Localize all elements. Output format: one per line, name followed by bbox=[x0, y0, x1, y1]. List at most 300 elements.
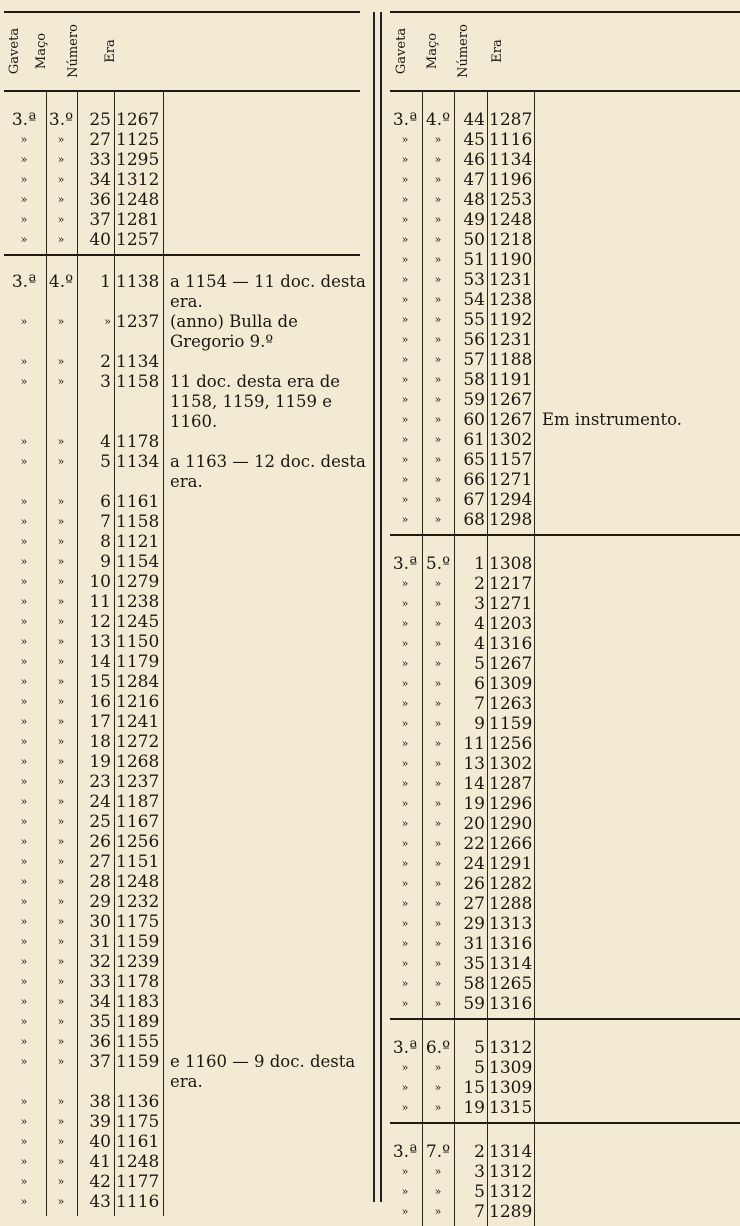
cell-era: 1216 bbox=[116, 692, 160, 712]
cell-era: 1315 bbox=[489, 1098, 533, 1118]
cell-era: 1289 bbox=[489, 1202, 533, 1222]
cell-numero: 35 bbox=[89, 1012, 111, 1032]
cell-era: 1187 bbox=[116, 792, 160, 812]
cell-numero: 11 bbox=[463, 734, 485, 754]
cell-maco: » bbox=[434, 657, 442, 670]
cell-era: 1257 bbox=[116, 230, 160, 250]
cell-era: 1253 bbox=[489, 190, 533, 210]
cell-maco: » bbox=[57, 1195, 65, 1208]
cell-gaveta: » bbox=[401, 817, 409, 830]
cell-numero: 30 bbox=[89, 912, 111, 932]
cell-era: 1296 bbox=[489, 794, 533, 814]
cell-maco: » bbox=[57, 495, 65, 508]
cell-maco: » bbox=[57, 315, 65, 328]
cell-numero: 27 bbox=[89, 130, 111, 150]
cell-gaveta: » bbox=[401, 293, 409, 306]
cell-era: 1239 bbox=[116, 952, 160, 972]
cell-numero: 37 bbox=[89, 1052, 111, 1072]
cell-gaveta: » bbox=[401, 173, 409, 186]
column-line bbox=[534, 91, 535, 1226]
cell-gaveta: » bbox=[401, 877, 409, 890]
cell-maco: » bbox=[57, 193, 65, 206]
cell-gaveta: » bbox=[20, 1155, 28, 1168]
cell-era: 1268 bbox=[116, 752, 160, 772]
cell-gaveta: » bbox=[401, 837, 409, 850]
cell-numero: 40 bbox=[89, 230, 111, 250]
cell-numero: 51 bbox=[463, 250, 485, 270]
header-era: Era bbox=[103, 39, 118, 63]
cell-era: 1116 bbox=[116, 1192, 160, 1212]
cell-numero: 5 bbox=[474, 1182, 485, 1202]
cell-era: 1121 bbox=[116, 532, 160, 552]
cell-gaveta: » bbox=[20, 795, 28, 808]
cell-gaveta: » bbox=[20, 575, 28, 588]
cell-gaveta: » bbox=[20, 1035, 28, 1048]
cell-gaveta: » bbox=[401, 373, 409, 386]
cell-era: 1238 bbox=[489, 290, 533, 310]
cell-gaveta: » bbox=[20, 355, 28, 368]
cell-numero: 25 bbox=[89, 812, 111, 832]
cell-era: 1232 bbox=[116, 892, 160, 912]
cell-gaveta: » bbox=[20, 515, 28, 528]
cell-numero: 13 bbox=[89, 632, 111, 652]
cell-gaveta: » bbox=[401, 213, 409, 226]
cell-numero: 20 bbox=[463, 814, 485, 834]
cell-numero: 26 bbox=[463, 874, 485, 894]
cell-numero: 59 bbox=[463, 390, 485, 410]
cell-era: 1291 bbox=[489, 854, 533, 874]
column-line bbox=[114, 91, 115, 1216]
cell-era: 1161 bbox=[116, 1132, 160, 1152]
cell-maco: » bbox=[434, 353, 442, 366]
cell-numero: 28 bbox=[89, 872, 111, 892]
cell-era: 1190 bbox=[489, 250, 533, 270]
cell-era: 1237 bbox=[116, 772, 160, 792]
cell-numero: 34 bbox=[89, 992, 111, 1012]
cell-maco: » bbox=[57, 515, 65, 528]
cell-gaveta: » bbox=[401, 153, 409, 166]
cell-numero: 4 bbox=[474, 634, 485, 654]
cell-maco: » bbox=[57, 755, 65, 768]
cell-era: 1267 bbox=[116, 110, 160, 130]
cell-maco: » bbox=[57, 795, 65, 808]
cell-maco: » bbox=[57, 213, 65, 226]
cell-maco: » bbox=[57, 1175, 65, 1188]
cell-maco: » bbox=[434, 433, 442, 446]
cell-numero: 2 bbox=[474, 1142, 485, 1162]
cell-maco: » bbox=[57, 233, 65, 246]
cell-era: 1263 bbox=[489, 694, 533, 714]
cell-era: 1167 bbox=[116, 812, 160, 832]
cell-era: 1183 bbox=[116, 992, 160, 1012]
cell-numero: 27 bbox=[463, 894, 485, 914]
cell-maco: » bbox=[434, 213, 442, 226]
cell-gaveta: » bbox=[20, 233, 28, 246]
cell-era: 1312 bbox=[116, 170, 160, 190]
cell-era: 1158 bbox=[116, 372, 160, 392]
cell-gaveta: » bbox=[20, 375, 28, 388]
cell-numero: 34 bbox=[89, 170, 111, 190]
cell-numero: 10 bbox=[89, 572, 111, 592]
group-rule bbox=[4, 254, 360, 256]
cell-era: 1309 bbox=[489, 1058, 533, 1078]
cell-gaveta: » bbox=[20, 855, 28, 868]
column-divider-1 bbox=[373, 12, 375, 1202]
cell-gaveta: » bbox=[401, 1165, 409, 1178]
cell-era: 1267 bbox=[489, 390, 533, 410]
cell-era: 1295 bbox=[116, 150, 160, 170]
cell-maco: » bbox=[57, 173, 65, 186]
cell-gaveta: » bbox=[20, 675, 28, 688]
cell-numero: 59 bbox=[463, 994, 485, 1014]
cell-gaveta: » bbox=[20, 153, 28, 166]
cell-era: 1316 bbox=[489, 934, 533, 954]
cell-gaveta: » bbox=[401, 273, 409, 286]
column-line bbox=[163, 91, 164, 1216]
cell-maco: » bbox=[57, 855, 65, 868]
cell-maco: » bbox=[434, 293, 442, 306]
cell-maco: 5.º bbox=[425, 554, 451, 574]
cell-era: 1245 bbox=[116, 612, 160, 632]
cell-gaveta: » bbox=[20, 1055, 28, 1068]
cell-numero: 15 bbox=[463, 1078, 485, 1098]
cell-numero: 48 bbox=[463, 190, 485, 210]
cell-maco: » bbox=[434, 697, 442, 710]
cell-numero: 26 bbox=[89, 832, 111, 852]
cell-maco: » bbox=[434, 1101, 442, 1114]
cell-observation: a 1163 — 12 doc. desta era. bbox=[170, 452, 366, 491]
cell-gaveta: » bbox=[401, 677, 409, 690]
cell-era: 1238 bbox=[116, 592, 160, 612]
cell-maco: » bbox=[434, 1205, 442, 1218]
cell-numero: 9 bbox=[100, 552, 111, 572]
cell-observation: e 1160 — 9 doc. desta era. bbox=[170, 1052, 356, 1091]
cell-maco: » bbox=[57, 735, 65, 748]
cell-era: 1282 bbox=[489, 874, 533, 894]
cell-era: 1314 bbox=[489, 954, 533, 974]
cell-numero: 33 bbox=[89, 150, 111, 170]
cell-maco: » bbox=[434, 393, 442, 406]
cell-maco: » bbox=[57, 975, 65, 988]
cell-maco: » bbox=[434, 677, 442, 690]
cell-maco: 7.º bbox=[425, 1142, 451, 1162]
cell-era: 1248 bbox=[489, 210, 533, 230]
group-rule bbox=[390, 1122, 740, 1124]
cell-gaveta: » bbox=[20, 875, 28, 888]
cell-gaveta: 3.ª bbox=[11, 110, 37, 130]
cell-maco: » bbox=[434, 1165, 442, 1178]
cell-gaveta: » bbox=[20, 435, 28, 448]
header-maco: Maço bbox=[34, 32, 49, 70]
cell-era: 1136 bbox=[116, 1092, 160, 1112]
cell-maco: » bbox=[434, 717, 442, 730]
cell-gaveta: » bbox=[401, 1185, 409, 1198]
cell-numero: 11 bbox=[89, 592, 111, 612]
cell-era: 1154 bbox=[116, 552, 160, 572]
cell-numero: 19 bbox=[463, 794, 485, 814]
group-rule bbox=[390, 1018, 740, 1020]
cell-era: 1134 bbox=[489, 150, 533, 170]
cell-era: 1178 bbox=[116, 972, 160, 992]
cell-gaveta: » bbox=[401, 957, 409, 970]
cell-maco: » bbox=[434, 897, 442, 910]
cell-maco: » bbox=[434, 253, 442, 266]
cell-gaveta: » bbox=[20, 955, 28, 968]
cell-numero: 19 bbox=[89, 752, 111, 772]
cell-numero: 65 bbox=[463, 450, 485, 470]
cell-era: 1134 bbox=[116, 352, 160, 372]
cell-era: 1177 bbox=[116, 1172, 160, 1192]
header-gaveta: Gaveta bbox=[394, 27, 409, 75]
cell-era: 1248 bbox=[116, 190, 160, 210]
cell-era: 1308 bbox=[489, 554, 533, 574]
cell-maco: » bbox=[434, 513, 442, 526]
cell-maco: » bbox=[434, 937, 442, 950]
cell-numero: 8 bbox=[100, 532, 111, 552]
cell-maco: » bbox=[434, 473, 442, 486]
cell-era: 1159 bbox=[489, 714, 533, 734]
right-table bbox=[382, 0, 740, 1222]
cell-gaveta: » bbox=[20, 735, 28, 748]
cell-numero: 31 bbox=[463, 934, 485, 954]
cell-numero: » bbox=[104, 315, 111, 328]
cell-gaveta: » bbox=[20, 173, 28, 186]
cell-maco: » bbox=[434, 153, 442, 166]
cell-maco: » bbox=[57, 695, 65, 708]
cell-numero: 57 bbox=[463, 350, 485, 370]
cell-maco: 4.º bbox=[425, 110, 451, 130]
cell-gaveta: » bbox=[20, 535, 28, 548]
cell-maco: » bbox=[57, 955, 65, 968]
cell-gaveta: » bbox=[20, 715, 28, 728]
cell-gaveta: » bbox=[20, 935, 28, 948]
cell-numero: 4 bbox=[100, 432, 111, 452]
cell-gaveta: » bbox=[401, 997, 409, 1010]
cell-numero: 9 bbox=[474, 714, 485, 734]
cell-observation: (anno) Bulla de Gregorio 9.º bbox=[170, 312, 298, 351]
header-numero: Número bbox=[456, 24, 471, 78]
cell-era: 1191 bbox=[489, 370, 533, 390]
cell-gaveta: » bbox=[401, 637, 409, 650]
cell-gaveta: » bbox=[401, 133, 409, 146]
cell-numero: 47 bbox=[463, 170, 485, 190]
cell-gaveta: » bbox=[20, 895, 28, 908]
cell-maco: » bbox=[57, 153, 65, 166]
cell-maco: » bbox=[57, 715, 65, 728]
cell-gaveta: » bbox=[401, 697, 409, 710]
cell-gaveta: » bbox=[20, 1015, 28, 1028]
cell-numero: 5 bbox=[474, 654, 485, 674]
cell-numero: 60 bbox=[463, 410, 485, 430]
cell-numero: 12 bbox=[89, 612, 111, 632]
cell-numero: 49 bbox=[463, 210, 485, 230]
cell-era: 1116 bbox=[489, 130, 533, 150]
cell-numero: 7 bbox=[474, 1202, 485, 1222]
cell-gaveta: » bbox=[401, 597, 409, 610]
cell-gaveta: » bbox=[401, 617, 409, 630]
cell-gaveta: » bbox=[401, 413, 409, 426]
cell-numero: 5 bbox=[474, 1058, 485, 1078]
cell-maco: » bbox=[434, 413, 442, 426]
cell-era: 1231 bbox=[489, 330, 533, 350]
cell-numero: 24 bbox=[89, 792, 111, 812]
cell-era: 1316 bbox=[489, 634, 533, 654]
cell-maco: » bbox=[434, 957, 442, 970]
cell-maco: » bbox=[57, 1115, 65, 1128]
cell-numero: 19 bbox=[463, 1098, 485, 1118]
cell-numero: 18 bbox=[89, 732, 111, 752]
cell-era: 1188 bbox=[489, 350, 533, 370]
cell-era: 1248 bbox=[116, 1152, 160, 1172]
cell-era: 1175 bbox=[116, 1112, 160, 1132]
cell-gaveta: » bbox=[20, 615, 28, 628]
cell-gaveta: » bbox=[20, 995, 28, 1008]
cell-maco: » bbox=[434, 493, 442, 506]
cell-gaveta: » bbox=[20, 1115, 28, 1128]
cell-era: 1157 bbox=[489, 450, 533, 470]
cell-gaveta: » bbox=[20, 193, 28, 206]
cell-maco: » bbox=[57, 1035, 65, 1048]
cell-numero: 58 bbox=[463, 974, 485, 994]
cell-numero: 2 bbox=[100, 352, 111, 372]
cell-numero: 29 bbox=[89, 892, 111, 912]
cell-era: 1266 bbox=[489, 834, 533, 854]
cell-maco: 3.º bbox=[48, 110, 74, 130]
cell-maco: » bbox=[57, 775, 65, 788]
cell-era: 1159 bbox=[116, 932, 160, 952]
cell-numero: 67 bbox=[463, 490, 485, 510]
cell-gaveta: » bbox=[401, 777, 409, 790]
cell-era: 1279 bbox=[116, 572, 160, 592]
cell-gaveta: » bbox=[401, 737, 409, 750]
cell-era: 1138 bbox=[116, 272, 160, 292]
cell-era: 1192 bbox=[489, 310, 533, 330]
cell-maco: » bbox=[434, 597, 442, 610]
cell-maco: » bbox=[434, 333, 442, 346]
cell-maco: » bbox=[57, 1135, 65, 1148]
cell-gaveta: » bbox=[401, 757, 409, 770]
cell-gaveta: 3.ª bbox=[392, 1142, 418, 1162]
cell-numero: 56 bbox=[463, 330, 485, 350]
cell-era: 1309 bbox=[489, 674, 533, 694]
cell-gaveta: 3.ª bbox=[392, 110, 418, 130]
cell-maco: » bbox=[57, 635, 65, 648]
cell-gaveta: » bbox=[20, 1195, 28, 1208]
cell-gaveta: » bbox=[20, 775, 28, 788]
cell-era: 1284 bbox=[116, 672, 160, 692]
cell-gaveta: » bbox=[401, 917, 409, 930]
cell-observation: 11 doc. desta era de 1158, 1159, 1159 e 1160. bbox=[170, 372, 341, 431]
right-header bbox=[382, 12, 740, 90]
cell-gaveta: » bbox=[20, 915, 28, 928]
cell-numero: 1 bbox=[474, 554, 485, 574]
header-rule bbox=[4, 90, 360, 92]
column-line bbox=[454, 91, 455, 1226]
cell-numero: 6 bbox=[100, 492, 111, 512]
cell-era: 1314 bbox=[489, 1142, 533, 1162]
cell-maco: » bbox=[434, 757, 442, 770]
cell-numero: 25 bbox=[89, 110, 111, 130]
cell-gaveta: » bbox=[401, 393, 409, 406]
cell-gaveta: » bbox=[401, 797, 409, 810]
cell-gaveta: » bbox=[401, 513, 409, 526]
cell-maco: » bbox=[57, 535, 65, 548]
cell-era: 1151 bbox=[116, 852, 160, 872]
cell-numero: 55 bbox=[463, 310, 485, 330]
cell-maco: » bbox=[57, 595, 65, 608]
cell-numero: 33 bbox=[89, 972, 111, 992]
cell-era: 1265 bbox=[489, 974, 533, 994]
cell-era: 1271 bbox=[489, 470, 533, 490]
cell-maco: » bbox=[434, 997, 442, 1010]
cell-maco: » bbox=[57, 995, 65, 1008]
cell-gaveta: » bbox=[20, 835, 28, 848]
cell-gaveta: » bbox=[401, 857, 409, 870]
cell-maco: » bbox=[434, 577, 442, 590]
cell-numero: 22 bbox=[463, 834, 485, 854]
cell-era: 1196 bbox=[489, 170, 533, 190]
left-header bbox=[0, 12, 378, 90]
cell-era: 1217 bbox=[489, 574, 533, 594]
cell-numero: 66 bbox=[463, 470, 485, 490]
cell-gaveta: » bbox=[20, 133, 28, 146]
cell-maco: » bbox=[434, 797, 442, 810]
cell-maco: » bbox=[434, 777, 442, 790]
cell-era: 1271 bbox=[489, 594, 533, 614]
cell-maco: » bbox=[434, 233, 442, 246]
cell-gaveta: » bbox=[20, 815, 28, 828]
cell-numero: 53 bbox=[463, 270, 485, 290]
cell-gaveta: » bbox=[20, 975, 28, 988]
cell-gaveta: » bbox=[401, 333, 409, 346]
cell-maco: » bbox=[434, 453, 442, 466]
cell-gaveta: » bbox=[20, 635, 28, 648]
cell-numero: 29 bbox=[463, 914, 485, 934]
cell-numero: 5 bbox=[474, 1038, 485, 1058]
cell-gaveta: » bbox=[20, 1135, 28, 1148]
cell-numero: 32 bbox=[89, 952, 111, 972]
cell-era: 1179 bbox=[116, 652, 160, 672]
cell-gaveta: » bbox=[20, 755, 28, 768]
cell-maco: » bbox=[57, 455, 65, 468]
cell-maco: » bbox=[57, 1095, 65, 1108]
cell-era: 1316 bbox=[489, 994, 533, 1014]
group-rule bbox=[390, 534, 740, 536]
cell-era: 1189 bbox=[116, 1012, 160, 1032]
cell-maco: » bbox=[57, 1015, 65, 1028]
cell-era: 1272 bbox=[116, 732, 160, 752]
cell-era: 1218 bbox=[489, 230, 533, 250]
cell-maco: » bbox=[57, 575, 65, 588]
cell-gaveta: » bbox=[401, 1101, 409, 1114]
cell-numero: 37 bbox=[89, 210, 111, 230]
cell-era: 1231 bbox=[489, 270, 533, 290]
cell-gaveta: » bbox=[20, 695, 28, 708]
header-maco: Maço bbox=[425, 32, 440, 70]
cell-maco: » bbox=[57, 835, 65, 848]
cell-era: 1298 bbox=[489, 510, 533, 530]
cell-numero: 23 bbox=[89, 772, 111, 792]
cell-numero: 3 bbox=[100, 372, 111, 392]
cell-maco: » bbox=[57, 815, 65, 828]
cell-era: 1281 bbox=[116, 210, 160, 230]
cell-era: 1302 bbox=[489, 754, 533, 774]
cell-maco: » bbox=[434, 617, 442, 630]
cell-numero: 7 bbox=[474, 694, 485, 714]
cell-maco: » bbox=[57, 1055, 65, 1068]
cell-era: 1178 bbox=[116, 432, 160, 452]
cell-era: 1313 bbox=[489, 914, 533, 934]
